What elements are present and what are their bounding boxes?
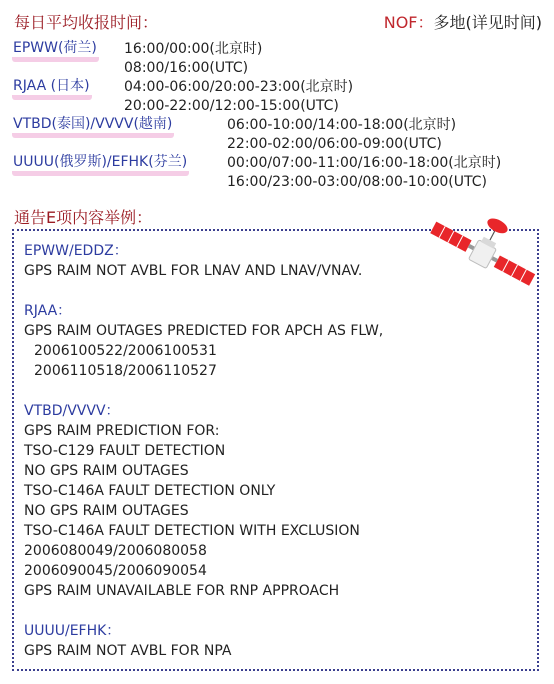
time-utc: 20:00-22:00/12:00-15:00(UTC) — [124, 98, 339, 114]
nof-label — [384, 10, 542, 33]
example-block — [24, 401, 360, 601]
example-line: TSO-C129 FAULT DETECTION — [24, 443, 226, 459]
schedule-row — [12, 78, 552, 97]
station-code: UUUU(俄罗斯)/EFHK(芬兰) — [12, 154, 189, 176]
example-line: GPS RAIM NOT AVBL FOR NPA — [24, 643, 232, 659]
example-line: 2006100522/2006100531 — [34, 343, 217, 359]
schedule-row — [12, 40, 552, 59]
time-utc: 16:00/23:00-03:00/08:00-10:00(UTC) — [227, 174, 487, 190]
time-utc: 22:00-02:00/06:00-09:00(UTC) — [227, 136, 442, 152]
example-heading: VTBD/VVVV： — [24, 403, 120, 419]
schedule-row — [12, 97, 552, 116]
example-heading: EPWW/EDDZ： — [24, 243, 128, 259]
station-code: VTBD(泰国)/VVVV(越南) — [12, 116, 174, 138]
example-line: 2006110518/2006110527 — [34, 363, 217, 379]
satellite-icon — [420, 200, 550, 305]
nof-value: 多地(详见时间) — [433, 13, 542, 32]
examples-title: 通告E项内容举例： — [14, 208, 153, 227]
station-code: EPWW(荷兰) — [12, 40, 99, 62]
time-beijing: 00:00/07:00-11:00/16:00-18:00(北京时) — [227, 155, 502, 171]
example-line: TSO-C146A FAULT DETECTION WITH EXCLUSION — [24, 523, 360, 539]
example-line: GPS RAIM NOT AVBL FOR LNAV AND LNAV/VNAV. — [24, 263, 363, 279]
example-line: GPS RAIM PREDICTION FOR: — [24, 423, 220, 439]
example-heading: RJAA： — [24, 303, 72, 319]
time-beijing: 16:00/00:00(北京时) — [124, 41, 263, 57]
schedule-row — [12, 173, 552, 192]
example-line: TSO-C146A FAULT DETECTION ONLY — [24, 483, 276, 499]
example-line: 2006090045/2006090054 — [24, 563, 207, 579]
schedule-row — [12, 135, 552, 154]
example-line: GPS RAIM UNAVAILABLE FOR RNP APPROACH — [24, 583, 340, 599]
example-line: NO GPS RAIM OUTAGES — [24, 503, 189, 519]
example-block — [24, 241, 362, 281]
schedule-row — [12, 59, 552, 78]
example-line: GPS RAIM OUTAGES PREDICTED FOR APCH AS FLW, — [24, 323, 384, 339]
daily-schedule-title: 每日平均收报时间： — [14, 13, 159, 32]
example-block — [24, 621, 231, 661]
time-utc: 08:00/16:00(UTC) — [124, 60, 249, 76]
nof-key: NOF： — [383, 13, 434, 32]
example-block — [24, 301, 383, 381]
schedule-list — [12, 40, 552, 192]
schedule-row — [12, 116, 552, 135]
station-code: RJAA (日本) — [12, 78, 92, 100]
schedule-row — [12, 154, 552, 173]
example-heading: UUUU/EFHK： — [24, 623, 121, 639]
time-beijing: 04:00-06:00/20:00-23:00(北京时) — [124, 79, 354, 95]
example-line: 2006080049/2006080058 — [24, 543, 207, 559]
time-beijing: 06:00-10:00/14:00-18:00(北京时) — [227, 117, 457, 133]
example-line: NO GPS RAIM OUTAGES — [24, 463, 189, 479]
